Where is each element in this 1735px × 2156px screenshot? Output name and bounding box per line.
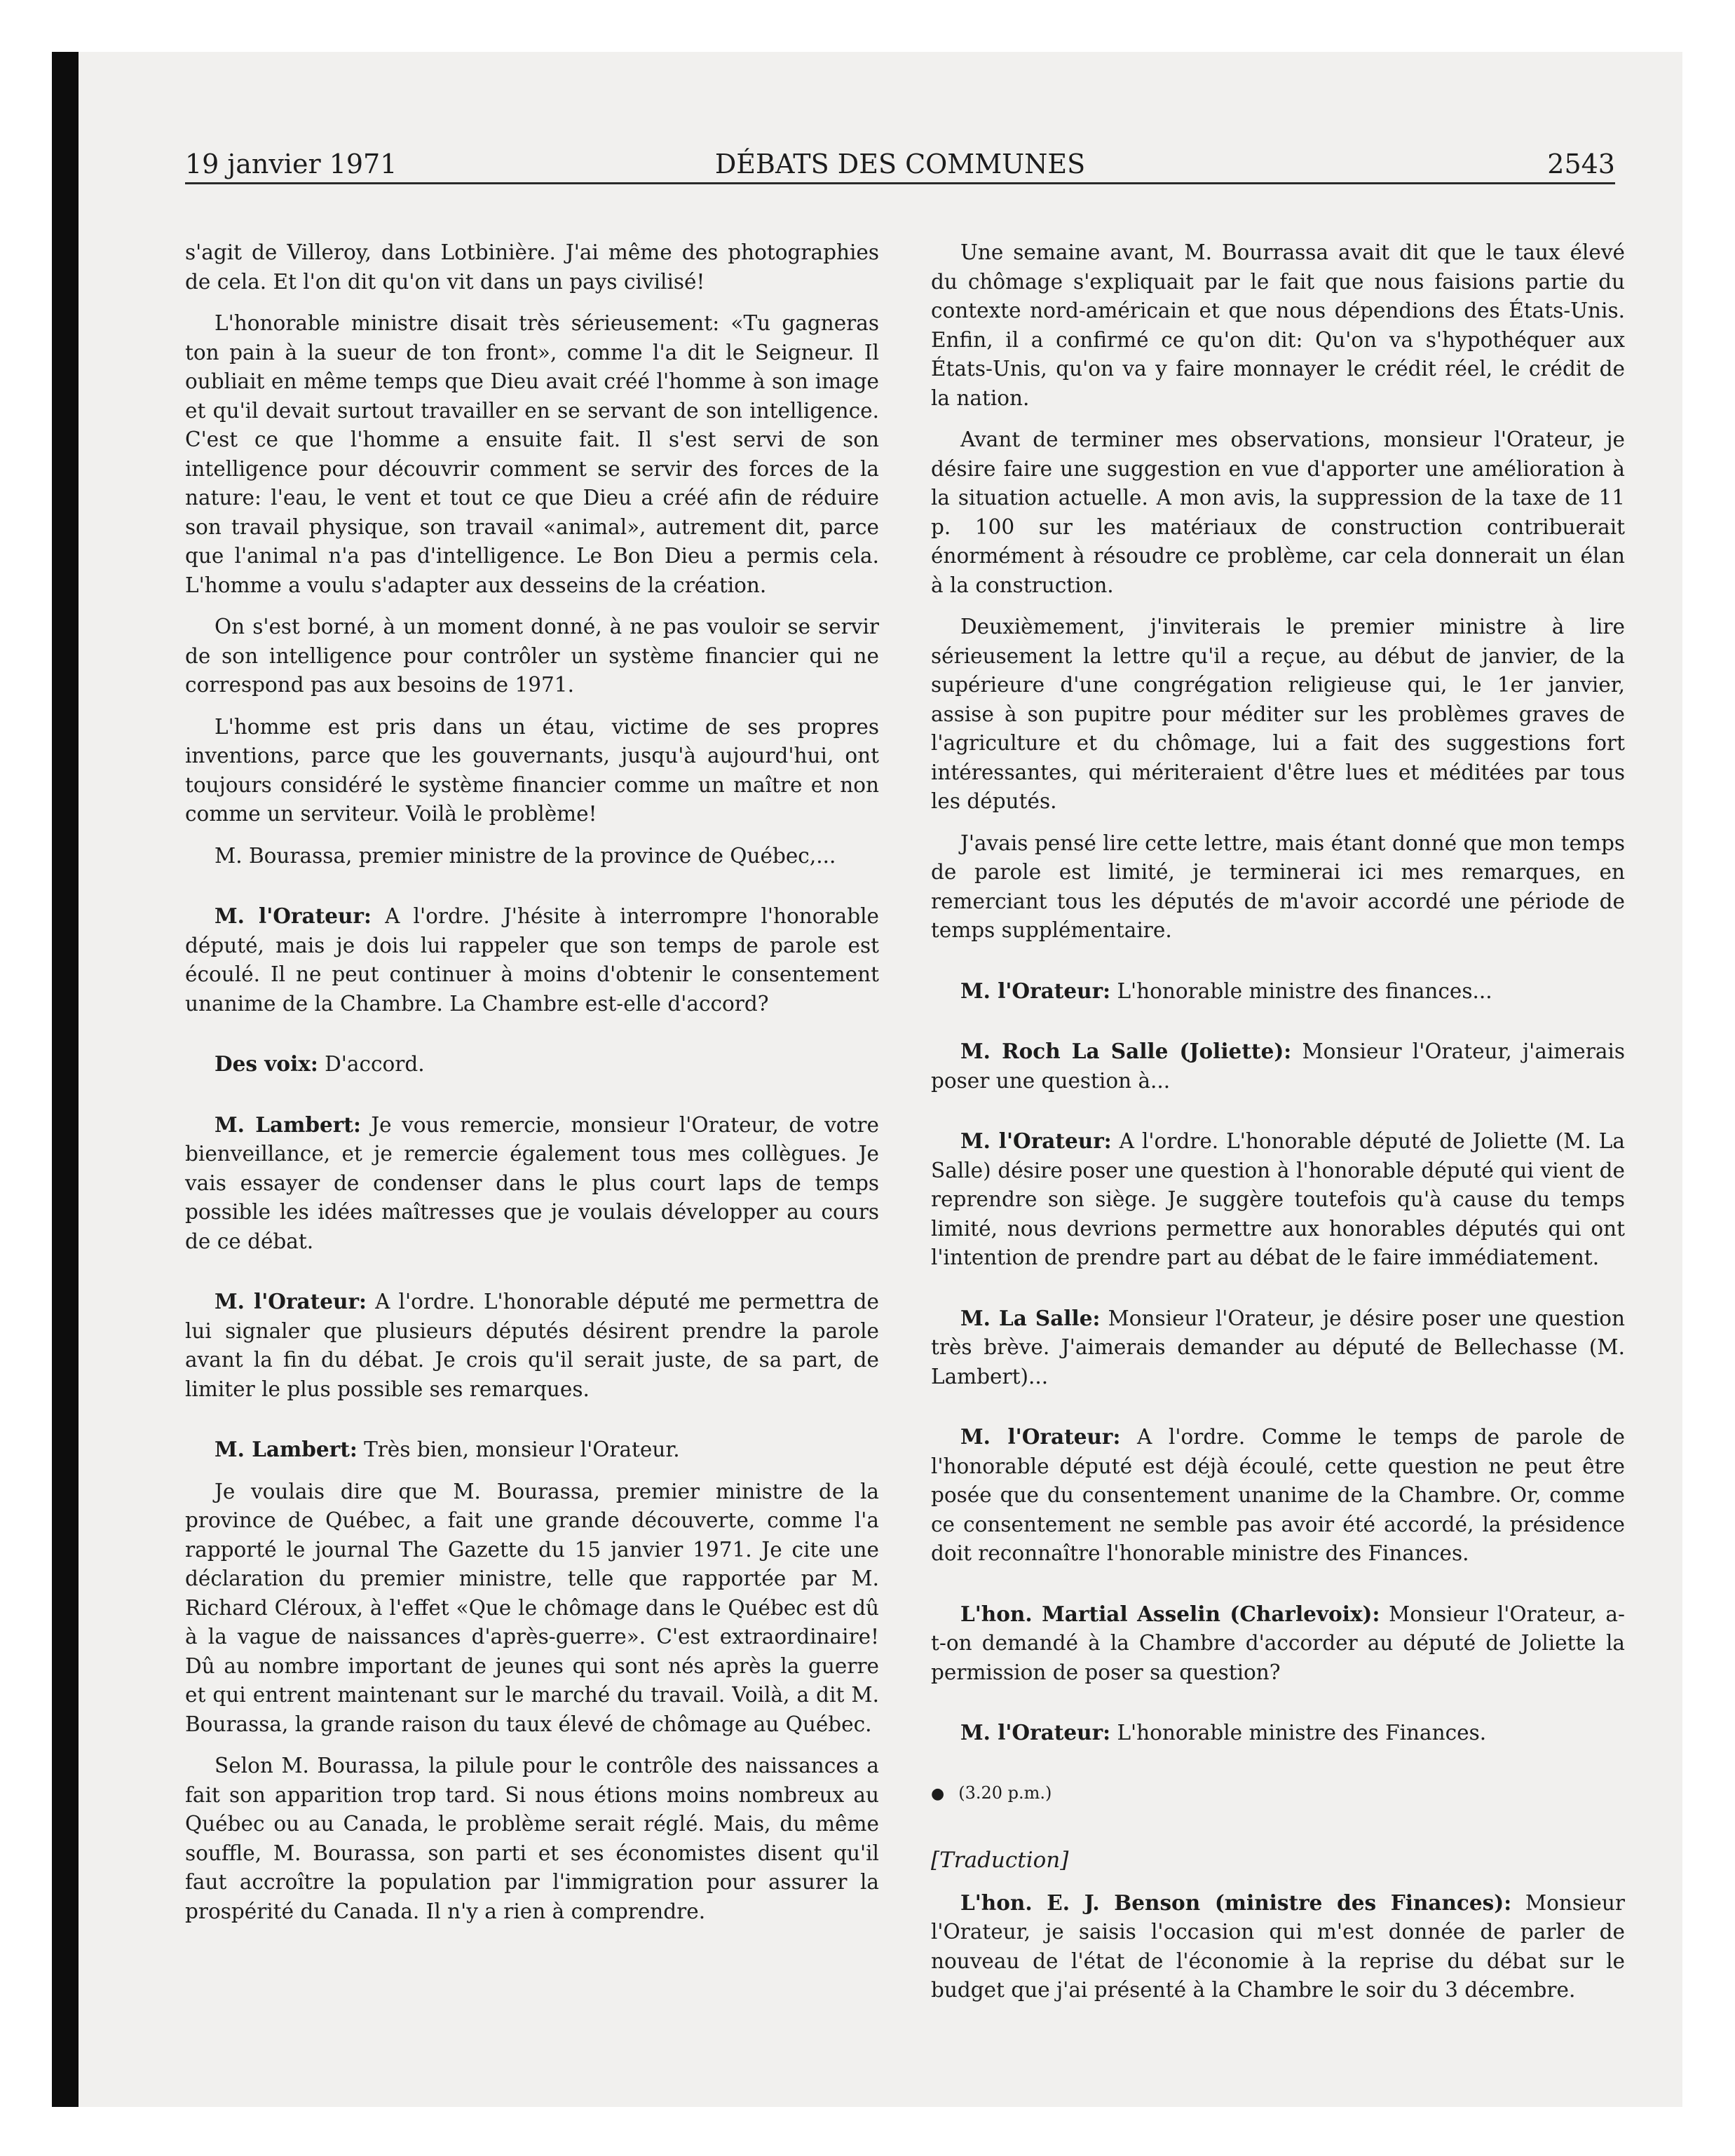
- speaker-name: M. l'Orateur:: [960, 1128, 1112, 1153]
- paragraph: M. Bourassa, premier ministre de la province de Québec,...: [215, 843, 836, 868]
- speaker-name: M. l'Orateur:: [960, 1424, 1121, 1449]
- speaker-name: M. l'Orateur:: [215, 903, 372, 928]
- speech: Des voix: D'accord.: [215, 1051, 425, 1076]
- speech: M. l'Orateur: L'honorable ministre des finances...: [960, 978, 1492, 1003]
- paragraph: Deuxièmement, j'inviterais le premier ministre à lire sérieusement la lettre qu'il a reçue, au début de janvier, de la supérieure d'une congrégation religieuse qui, le 1er janvier, assise à son pupitre pour méditer sur les problèmes graves de l'agriculture et du chômage, lui a fait des suggestions fort intéressantes, qui mériteraient d'être lues et méditées par tous les députés.: [931, 615, 1625, 813]
- left-column: [185, 238, 879, 1939]
- bullet-icon: ●: [931, 1785, 945, 1803]
- page-header: [185, 144, 1615, 184]
- paragraph: s'agit de Villeroy, dans Lotbinière. J'ai même des photographies de cela. Et l'on dit qu'on vit dans un pays civilisé!: [185, 240, 879, 294]
- header-date: 19 janvier 1971: [185, 149, 397, 179]
- translation-label: [Traduction]: [931, 1848, 1069, 1873]
- speaker-name: M. l'Orateur:: [960, 1720, 1111, 1745]
- speaker-name: M. Lambert:: [215, 1437, 358, 1461]
- header-rule: [185, 182, 1615, 184]
- speech: M. l'Orateur: A l'ordre. Comme le temps de parole de l'honorable député est déjà écoulé, cette question ne peut être posée que du consentement unanime de la Chambre. Or, comme ce consentement ne semble pas avoir été accordé, la présidence doit reconnaître l'honorable ministre des Finances.: [931, 1424, 1625, 1565]
- speaker-name: L'hon. Martial Asselin (Charlevoix):: [960, 1601, 1380, 1626]
- speaker-name: M. Roch La Salle (Joliette):: [960, 1039, 1292, 1063]
- paragraph: Une semaine avant, M. Bourrassa avait dit que le taux élevé du chômage s'expliquait par le fait que nous faisions partie du contexte nord-américain et que nous dépendions des États-Unis. Enfin, il a confirmé ce qu'on dit: Qu'on va s'hypothéquer aux États-Unis, qu'on va y faire monnayer le crédit réel, le crédit de la nation.: [931, 240, 1625, 410]
- paragraph: Avant de terminer mes observations, monsieur l'Orateur, je désire faire une suggestion en vue d'apporter une amélioration à la situation actuelle. A mon avis, la suppression de la taxe de 11 p. 100 sur les matériaux de construction contribuerait énormément à résoudre ce problème, car cela donnerait un élan à la construction.: [931, 428, 1625, 597]
- speech: M. Roch La Salle (Joliette): Monsieur l'Orateur, j'aimerais poser une question à...: [931, 1039, 1625, 1093]
- time-marker: [931, 1779, 1625, 1809]
- page-number: 2543: [1547, 149, 1615, 179]
- time-stamp: (3.20 p.m.): [958, 1782, 1052, 1803]
- speech: M. l'Orateur: A l'ordre. L'honorable député de Joliette (M. La Salle) désire poser une question à l'honorable député qui vient de reprendre son siège. Je suggère toutefois qu'à cause du temps limité, nous devrions permettre aux honorables députés qui ont l'intention de prendre part au débat de le faire immédiatement.: [931, 1128, 1625, 1269]
- paragraph: L'honorable ministre disait très sérieusement: «Tu gagneras ton pain à la sueur de ton front», comme l'a dit le Seigneur. Il oubliait en même temps que Dieu avait créé l'homme à son image et qu'il devait surtout travailler en se servant de son intelligence. C'est ce que l'homme a ensuite fait. Il s'est servi de son intelligence pour découvrir comment se servir des forces de la nature: l'eau, le vent et tout ce que Dieu a créé afin de réduire son travail physique, son travail «animal», autrement dit, parce que l'animal n'a pas d'intelligence. Le Bon Dieu a permis cela. L'homme a voulu s'adapter aux desseins de la création.: [185, 311, 879, 597]
- speaker-name: M. l'Orateur:: [960, 978, 1111, 1003]
- paragraph: Je voulais dire que M. Bourassa, premier ministre de la province de Québec, a fait une grande découverte, comme l'a rapporté le journal The Gazette du 15 janvier 1971. Je cite une déclaration du premier ministre, telle que rapportée par M. Richard Cléroux, à l'effet «Que le chômage dans le Québec est dû à la vague de naissances d'après-guerre». C'est extraordinaire! Dû au nombre important de jeunes qui sont nés après la guerre et qui entrent maintenant sur le marché du travail. Voilà, a dit M. Bourassa, la grande raison du taux élevé de chômage au Québec.: [185, 1479, 879, 1736]
- speech: M. La Salle: Monsieur l'Orateur, je désire poser une question très brève. J'aimerais demander au député de Bellechasse (M. Lambert)...: [931, 1305, 1626, 1389]
- speech: M. Lambert: Très bien, monsieur l'Orateur.: [215, 1437, 680, 1461]
- paragraph: L'homme est pris dans un étau, victime de ses propres inventions, parce que les gouvernants, jusqu'à aujourd'hui, ont toujours considéré le système financier comme un maître et non comme un serviteur. Voilà le problème!: [185, 714, 879, 826]
- speech: M. l'Orateur: A l'ordre. L'honorable député me permettra de lui signaler que plusieurs députés désirent prendre la parole avant la fin du débat. Je crois qu'il serait juste, de sa part, de limiter le plus possible ses remarques.: [185, 1289, 879, 1401]
- speaker-name: M. La Salle:: [960, 1305, 1101, 1330]
- speech: M. l'Orateur: L'honorable ministre des Finances.: [960, 1720, 1487, 1745]
- speech: M. Lambert: Je vous remercie, monsieur l'Orateur, de votre bienveillance, et je remercie également tous mes collègues. Je vais essayer de condenser dans le plus court laps de temps possible les idées maîtresses que je voulais développer au cours de ce débat.: [185, 1112, 879, 1253]
- paragraph: Selon M. Bourassa, la pilule pour le contrôle des naissances a fait son apparition trop tard. Si nous étions moins nombreux au Québec ou au Canada, le problème serait réglé. Mais, du même souffle, M. Bourassa, son parti et ses économistes disent qu'il faut accroître la population par l'immigration pour assurer la prospérité du Canada. Il n'y a rien à comprendre.: [185, 1754, 879, 1923]
- speaker-name: M. Lambert:: [215, 1112, 361, 1137]
- speaker-name: M. l'Orateur:: [215, 1289, 367, 1314]
- speech: L'hon. E. J. Benson (ministre des Finances): Monsieur l'Orateur, je saisis l'occasion qui m'est donnée de parler de nouveau de l'état de l'économie à la reprise du débat sur le budget que j'ai présenté à la Chambre le soir du 3 décembre.: [931, 1890, 1625, 2002]
- right-column: [931, 238, 1625, 2018]
- paragraph: On s'est borné, à un moment donné, à ne pas vouloir se servir de son intelligence pour contrôler un système financier qui ne correspond pas aux besoins de 1971.: [185, 615, 879, 697]
- speaker-name: L'hon. E. J. Benson (ministre des Finances):: [960, 1890, 1512, 1915]
- speech: L'hon. Martial Asselin (Charlevoix): Monsieur l'Orateur, a-t-on demandé à la Chambre d'accorder au député de Joliette la permission de poser sa question?: [931, 1601, 1625, 1684]
- header-title: DÉBATS DES COMMUNES: [714, 149, 1086, 179]
- speech: M. l'Orateur: A l'ordre. J'hésite à interrompre l'honorable député, mais je dois lui rappeler que son temps de parole est écoulé. Il ne peut continuer à moins d'obtenir le consentement unanime de la Chambre. La Chambre est-elle d'accord?: [185, 903, 880, 1016]
- speaker-name: Des voix:: [215, 1051, 318, 1076]
- binding-edge: [52, 52, 79, 2107]
- paragraph: J'avais pensé lire cette lettre, mais étant donné que mon temps de parole est limité, je terminerai ici mes remarques, en remerciant tous les députés de m'avoir accordé une période de temps supplémentaire.: [931, 831, 1625, 942]
